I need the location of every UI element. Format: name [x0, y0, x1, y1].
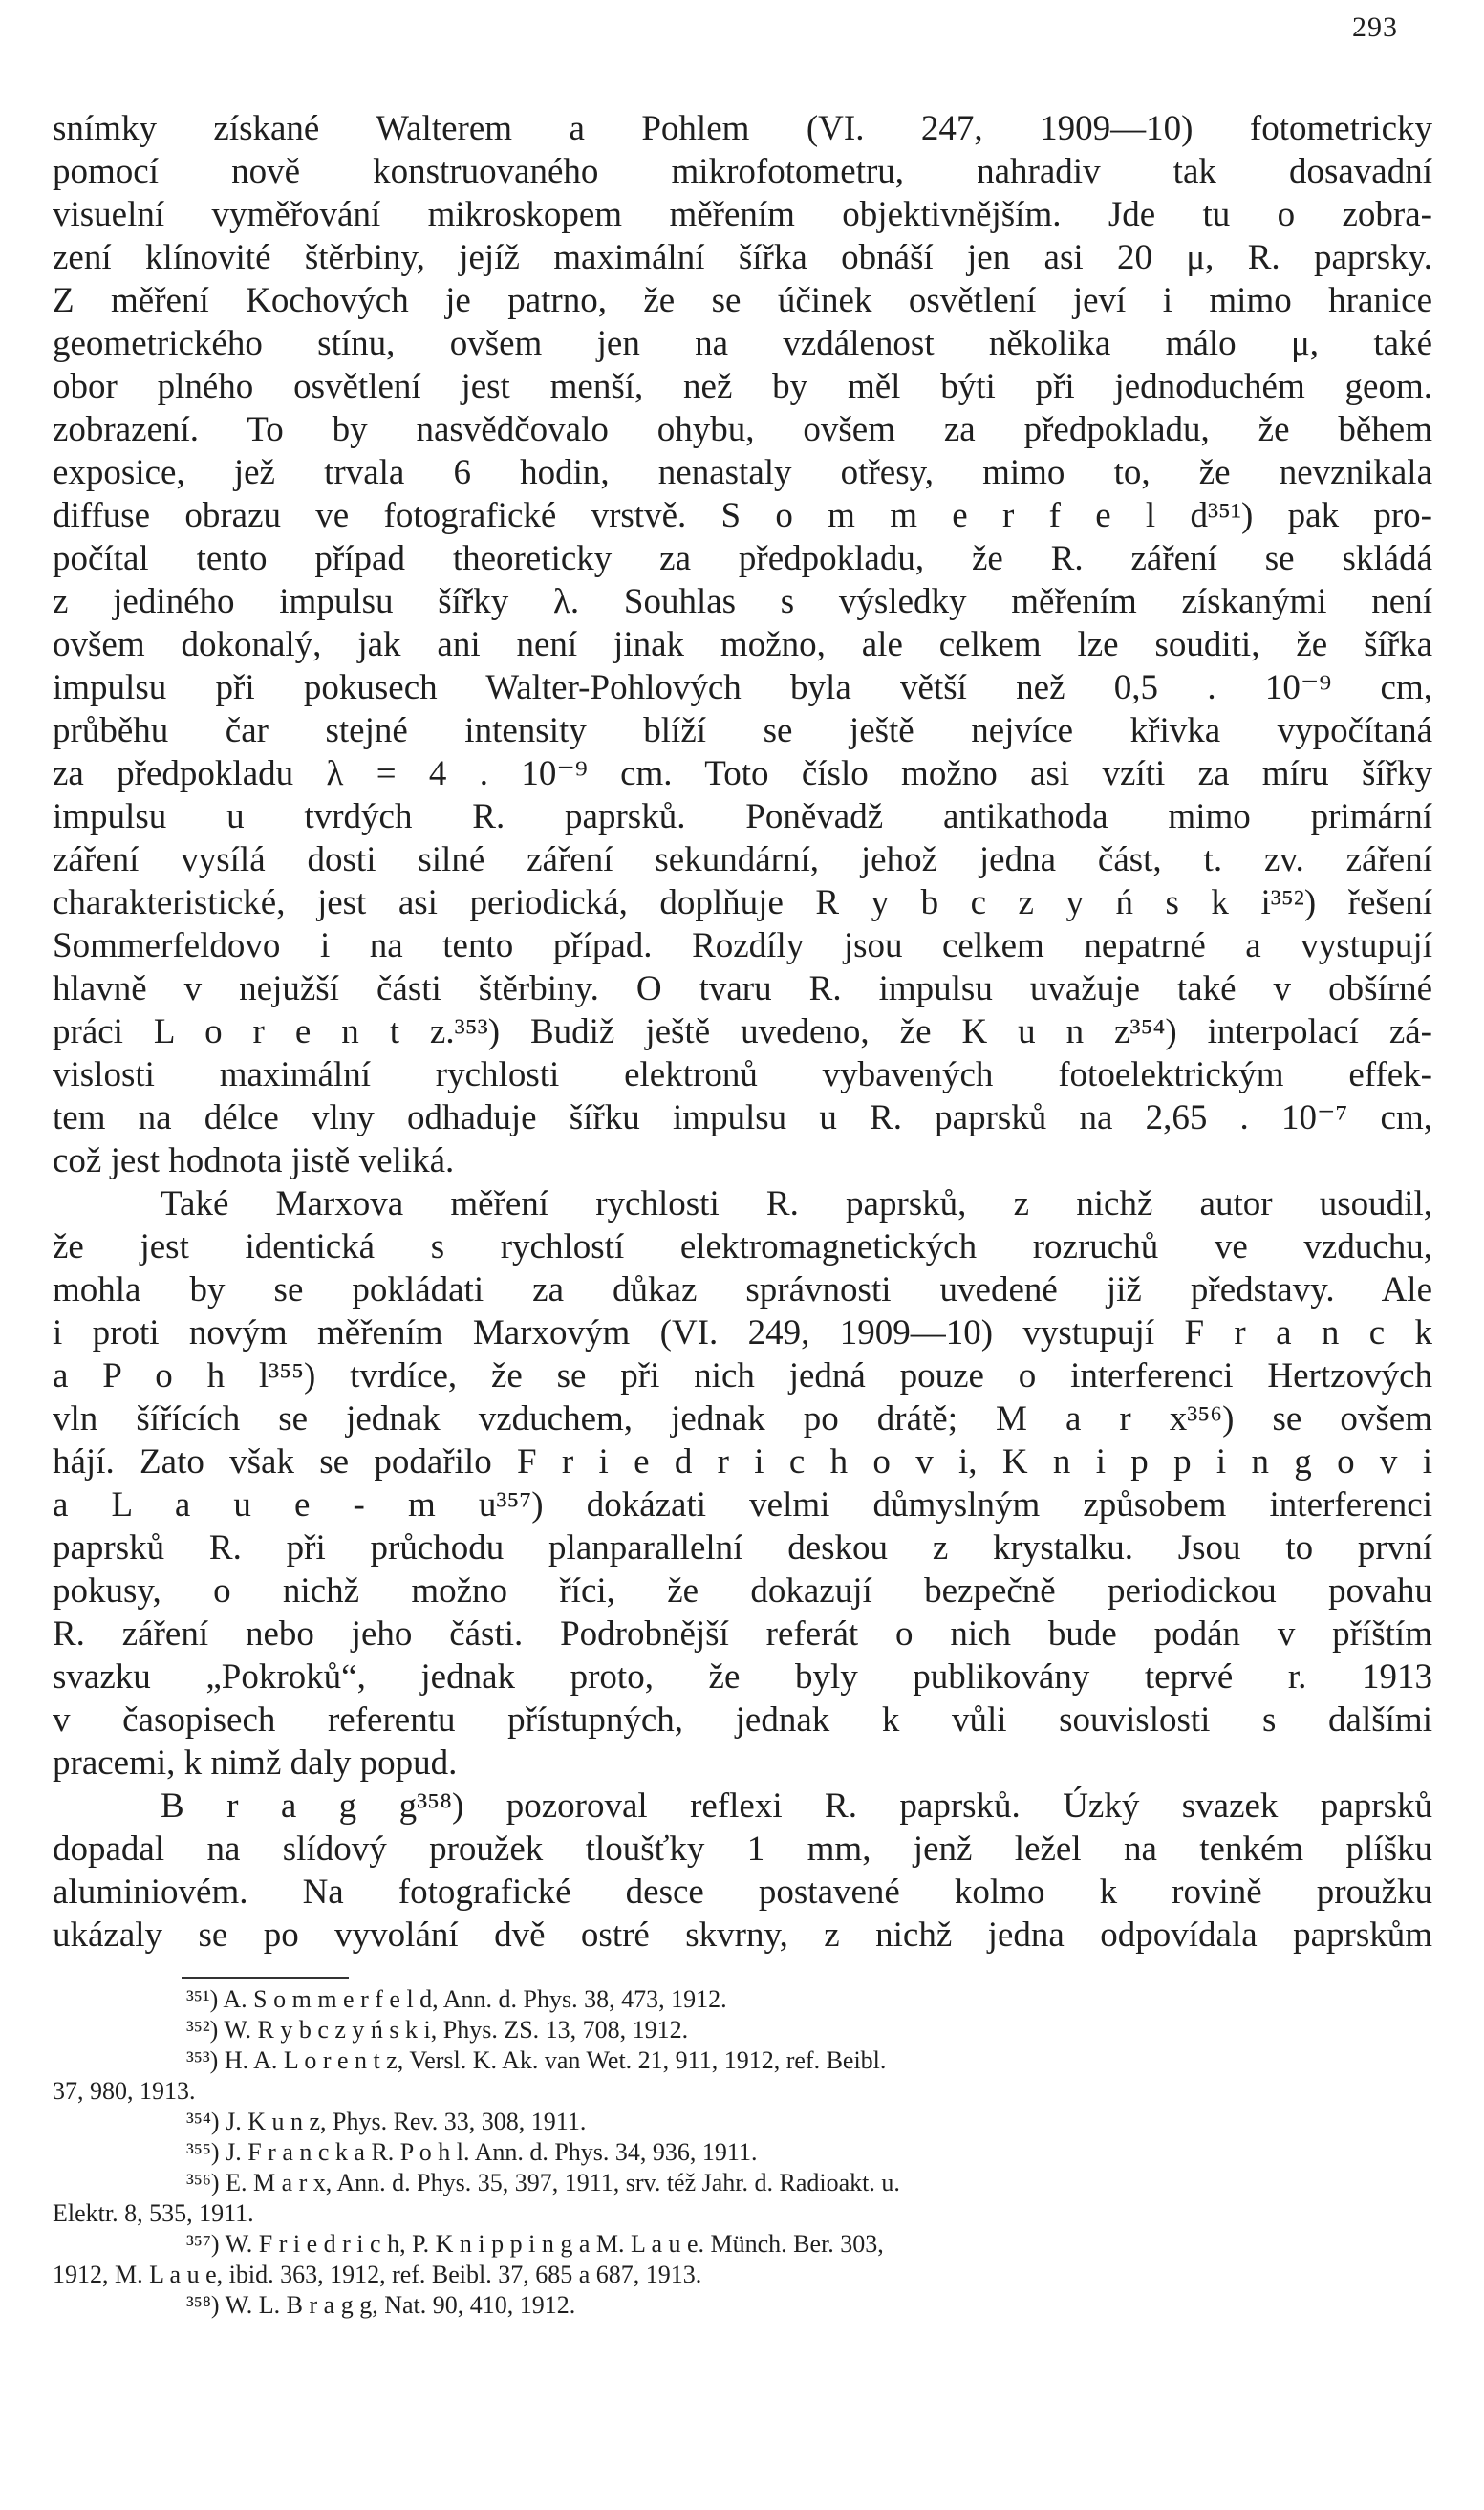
main-text: [53, 107, 1432, 1957]
text-line: zení klínovité štěrbiny, jejíž maximální šířka obnáší jen asi 20 μ, R. paprsky.: [53, 238, 1432, 277]
text-line: Z měření Kochových je patrno, že se účinek osvětlení jeví i mimo hranice: [53, 281, 1432, 320]
footnotes: [53, 1984, 1432, 2321]
text-line: mohla by se pokládati za důkaz správnosti uvedené již představy. Ale: [53, 1270, 1432, 1309]
text-line: práci L o r e n t z.³⁵³) Budiž ještě uvedeno, že K u n z³⁵⁴) interpolací zá-: [53, 1012, 1432, 1051]
text-line: pomocí nově konstruovaného mikrofotometru, nahradiv tak dosavadní: [53, 152, 1432, 191]
text-line: aluminiovém. Na fotografické desce postavené kolmo k rovině proužku: [53, 1872, 1432, 1912]
text-line: vln šířících se jednak vzduchem, jednak po drátě; M a r x³⁵⁶) se ovšem: [53, 1399, 1432, 1439]
footnote-continuation: 37, 980, 1913.: [53, 2077, 196, 2105]
text-line: tem na délce vlny odhaduje šířku impulsu u R. paprsků na 2,65 . 10⁻⁷ cm,: [53, 1098, 1432, 1137]
page-number: 293: [1352, 11, 1398, 43]
text-line: že jest identická s rychlostí elektromagnetických rozruchů ve vzduchu,: [53, 1227, 1432, 1266]
text-line: exposice, jež trvala 6 hodin, nenastaly otřesy, mimo to, že nevznikala: [53, 453, 1432, 492]
footnote: ³⁵⁵) J. F r a n c k a R. P o h l. Ann. d. Phys. 34, 936, 1911.: [186, 2138, 758, 2166]
text-line: v časopisech referentu přístupných, jednak k vůli souvislosti s dalšími: [53, 1700, 1432, 1740]
footnote: ³⁵²) W. R y b c z y ń s k i, Phys. ZS. 13, 708, 1912.: [186, 2016, 689, 2044]
text-line: charakteristické, jest asi periodická, doplňuje R y b c z y ń s k i³⁵²) řešení: [53, 883, 1432, 922]
text-line: impulsu u tvrdých R. paprsků. Poněvadž antikathoda mimo primární: [53, 797, 1432, 836]
paragraph-start-line: Také Marxova měření rychlosti R. paprsků, z nichž autor usoudil,: [161, 1184, 1432, 1223]
text-line: paprsků R. při průchodu planparallelní deskou z krystalku. Jsou to první: [53, 1528, 1432, 1568]
footnote: ³⁵⁶) E. M a r x, Ann. d. Phys. 35, 397, 1911, srv. též Jahr. d. Radioakt. u.: [186, 2169, 900, 2196]
text-line: a P o h l³⁵⁵) tvrdíce, že se při nich jedná pouze o interferenci Hertzových: [53, 1356, 1432, 1396]
text-line: obor plného osvětlení jest menší, než by měl býti při jednoduchém geom.: [53, 367, 1432, 406]
text-line: průběhu čar stejné intensity blíží se ještě nejvíce křivka vypočítaná: [53, 711, 1432, 750]
footnote: ³⁵³) H. A. L o r e n t z, Versl. K. Ak. van Wet. 21, 911, 1912, ref. Beibl.: [186, 2046, 887, 2074]
text-line: svazku „Pokroků“, jednak proto, že byly publikovány teprvé r. 1913: [53, 1657, 1432, 1697]
text-line: ukázaly se po vyvolání dvě ostré skvrny, z nichž jedna odpovídala paprskům: [53, 1915, 1432, 1955]
text-line: snímky získané Walterem a Pohlem (VI. 247, 1909—10) fotometricky: [53, 109, 1432, 148]
text-line: pokusy, o nichž možno říci, že dokazují bezpečně periodickou povahu: [53, 1571, 1432, 1611]
footnote: ³⁵⁷) W. F r i e d r i c h, P. K n i p p i n g a M. L a u e. Münch. Ber. 303,: [186, 2230, 884, 2258]
text-line: záření vysílá dosti silné záření sekundární, jehož jedna část, t. zv. záření: [53, 840, 1432, 879]
text-line: impulsu při pokusech Walter-Pohlových byla větší než 0,5 . 10⁻⁹ cm,: [53, 668, 1432, 707]
text-line: i proti novým měřením Marxovým (VI. 249, 1909—10) vystupují F r a n c k: [53, 1313, 1432, 1352]
text-line: počítal tento případ theoreticky za předpokladu, že R. záření se skládá: [53, 539, 1432, 578]
footnote: ³⁵¹) A. S o m m e r f e l d, Ann. d. Phys. 38, 473, 1912.: [186, 1985, 727, 2013]
text-line: geometrického stínu, ovšem jen na vzdálenost několika málo μ, také: [53, 324, 1432, 363]
footnote: ³⁵⁴) J. K u n z, Phys. Rev. 33, 308, 1911.: [186, 2108, 587, 2135]
text-line: což jest hodnota jistě veliká.: [53, 1141, 455, 1180]
footnote: ³⁵⁸) W. L. B r a g g, Nat. 90, 410, 1912.: [186, 2291, 576, 2319]
text-line: zobrazení. To by nasvědčovalo ohybu, ovšem za předpokladu, že během: [53, 410, 1432, 449]
text-line: dopadal na slídový proužek tloušťky 1 mm, jenž ležel na tenkém plíšku: [53, 1829, 1432, 1869]
text-line: hlavně v nejužší části štěrbiny. O tvaru R. impulsu uvažuje také v obšírné: [53, 969, 1432, 1008]
text-line: visuelní vyměřování mikroskopem měřením objektivnějším. Jde tu o zobra-: [53, 195, 1432, 234]
text-line: hájí. Zato však se podařilo F r i e d r i c h o v i, K n i p p i n g o v i: [53, 1442, 1432, 1482]
footnote-continuation: 1912, M. L a u e, ibid. 363, 1912, ref. Beibl. 37, 685 a 687, 1913.: [53, 2261, 702, 2288]
text-line: pracemi, k nimž daly popud.: [53, 1743, 458, 1783]
text-line: R. záření nebo jeho části. Podrobnější referát o nich bude podán v příštím: [53, 1614, 1432, 1654]
paragraph-start-line: B r a g g³⁵⁸) pozoroval reflexi R. paprsků. Úzký svazek paprsků: [161, 1786, 1432, 1826]
text-line: ovšem dokonalý, jak ani není jinak možno, ale celkem lze souditi, že šířka: [53, 625, 1432, 664]
footnote-continuation: Elektr. 8, 535, 1911.: [53, 2199, 254, 2227]
text-line: diffuse obrazu ve fotografické vrstvě. S o m m e r f e l d³⁵¹) pak pro-: [53, 496, 1432, 535]
text-line: Sommerfeldovo i na tento případ. Rozdíly jsou celkem nepatrné a vystupují: [53, 926, 1432, 965]
text-line: vislosti maximální rychlosti elektronů vybavených fotoelektrickým effek-: [53, 1055, 1432, 1094]
text-line: z jediného impulsu šířky λ. Souhlas s výsledky měřením získanými není: [53, 582, 1432, 621]
text-line: a L a u e - m u³⁵⁷) dokázati velmi důmyslným způsobem interferenci: [53, 1485, 1432, 1525]
footnote-divider: [182, 1977, 349, 1979]
text-line: za předpokladu λ = 4 . 10⁻⁹ cm. Toto číslo možno asi vzíti za míru šířky: [53, 754, 1432, 793]
